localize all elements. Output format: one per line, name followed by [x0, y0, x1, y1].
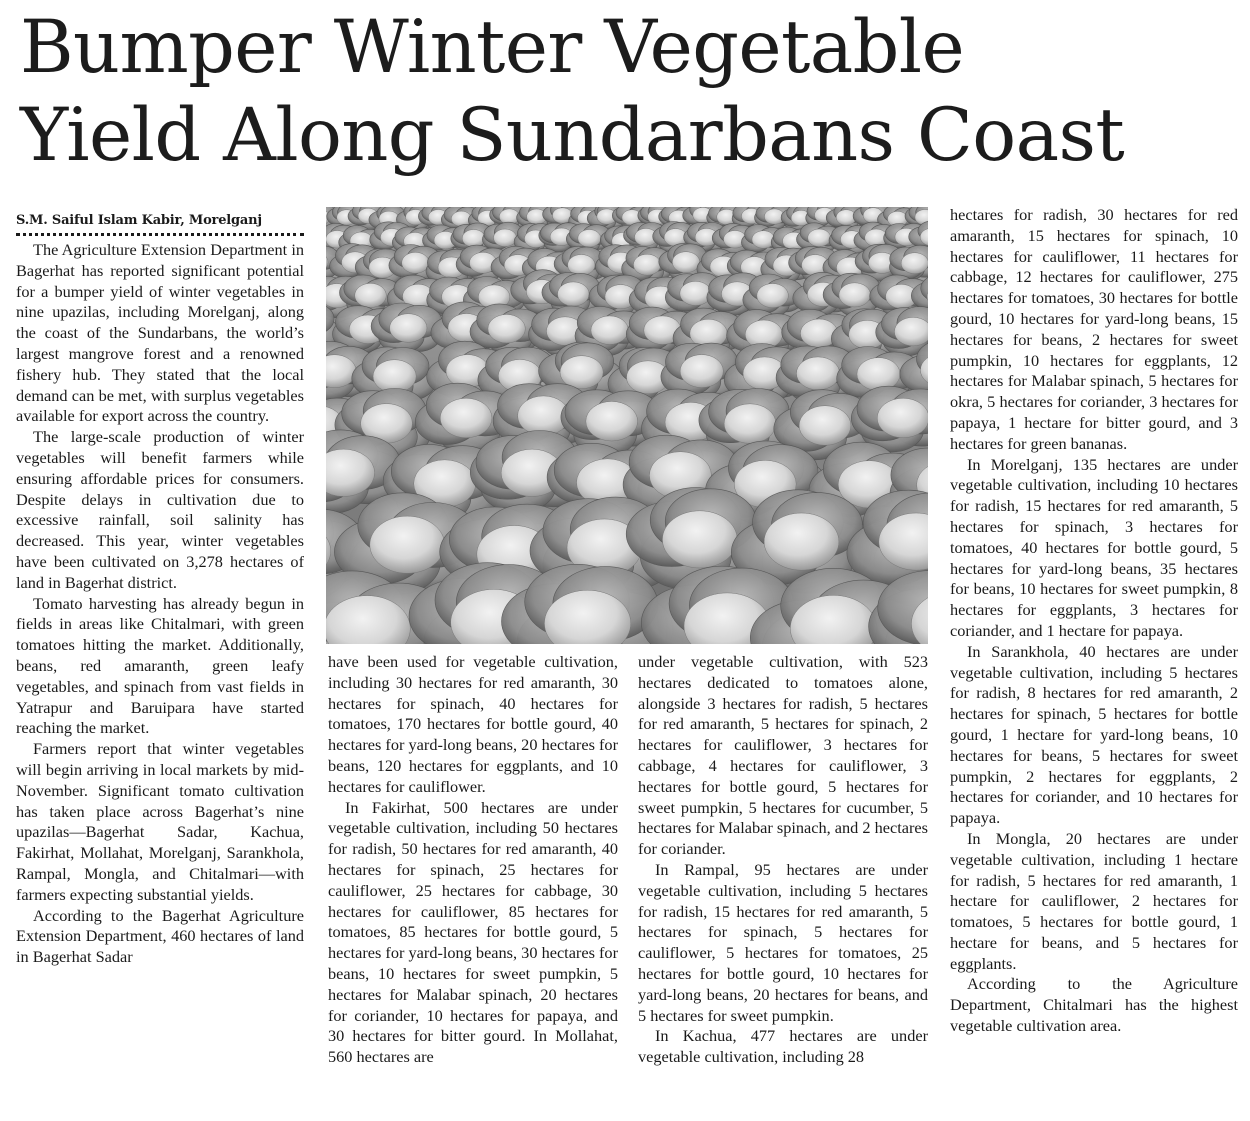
paragraph: In Morelganj, 135 hectares are under vegetable cultivation, including 10 hectares for radish, 15 hectares for red amaranth, 5 hectares for spinach, 3 hectares for tomatoes, 40 hectares for bottle gourd, 5 hectares for yard-long beans, 35 hectares for beans, 10 hectares for sweet pumpkin, 8 hectares for eggplants, 3 hectares for coriander, and 1 hectare for papaya. — [950, 454, 1238, 640]
headline-line-1: Bumper Winter Vegetable — [20, 5, 965, 90]
byline: S.M. Saiful Islam Kabir, Morelganj — [16, 212, 304, 236]
paragraph: Farmers report that winter vegetables will begin arriving in local markets by mid-November. Significant tomato cultivation has taken place across Bagerhat’s nine upazilas—Bagerhat Sadar, Kachua, Fakirhat, Mollahat, Morelganj, Sarankhola, Rampal, Mongla, and Chitalmari—with farmers expecting substantial yields. — [16, 739, 304, 904]
paragraph: The Agriculture Extension Department in Bagerhat has reported significant potential for a bumper yield of winter vegetables in nine upazilas, including Morelganj, along the coast of the Sundarbans, the world’s largest mangrove forest and a renowned fishery hub. They stated that the local demand can be met, with surplus vegetables available for export across the country. — [16, 240, 304, 426]
article-column-2 — [328, 652, 618, 1110]
paragraph: According to the Bagerhat Agriculture Extension Department, 460 hectares of land in Bagerhat Sadar — [16, 905, 304, 967]
paragraph: hectares for radish, 30 hectares for red amaranth, 15 hectares for spinach, 10 hectares for cauliflower, 11 hectares for cabbage, 12 hectares for cauliflower, 275 hectares for tomatoes, 30 hectares for bottle gourd, 10 hectares for yard-long beans, 15 hectares for beans, 2 hectares for sweet pumpkin, 10 hectares for eggplants, 12 hectares for Malabar spinach, 5 hectares for okra, 5 hectares for coriander, 3 hectares for papaya, 1 hectare for bitter gourd, and 3 hectares for green bananas. — [950, 205, 1238, 453]
paragraph: The large-scale production of winter vegetables will benefit farmers while ensuring affordable prices for consumers. Despite delays in cultivation due to excessive rainfall, soil salinity has decreased. This year, winter vegetables have been cultivated on 3,278 hectares of land in Bagerhat district. — [16, 427, 304, 592]
paragraph: In Rampal, 95 hectares are under vegetable cultivation, including 5 hectares for radish, 15 hectares for red amaranth, 5 hectares for spinach, 5 hectares for cauliflower, 5 hectares for tomatoes, 25 hectares for bottle gourd, 10 hectares for yard-long beans, 20 hectares for beans, and 5 hectares for sweet pumpkin. — [638, 859, 928, 1025]
paragraph: have been used for vegetable cultivation, including 30 hectares for red amaranth, 30 hectares for spinach, 40 hectares for tomatoes, 170 hectares for bottle gourd, 40 hectares for yard-long beans, 20 hectares for beans, 120 hectares for eggplants, and 10 hectares for cauliflower. — [328, 652, 618, 796]
article-column-4 — [950, 205, 1238, 1110]
paragraph: In Sarankhola, 40 hectares are under vegetable cultivation, including 5 hectares for radish, 8 hectares for red amaranth, 2 hectares for spinach, 5 hectares for bottle gourd, 1 hectare for yard-long beans, 10 hectares for beans, 5 hectares for sweet pumpkin, 2 hectares for eggplants, 2 hectares for coriander, and 10 hectares for papaya. — [950, 641, 1238, 828]
headline-line-2: Yield Along Sundarbans Coast — [20, 93, 1125, 178]
paragraph: In Mongla, 20 hectares are under vegetable cultivation, including 1 hectare for radish, 5 hectares for red amaranth, 1 hectare for cauliflower, 2 hectares for tomatoes, 5 hectares for bottle gourd, 1 hectare for beans, and 5 hectares for eggplants. — [950, 828, 1238, 973]
article-column-3 — [638, 652, 928, 1110]
paragraph: According to the Agriculture Department, Chitalmari has the highest vegetable cultivation area. — [950, 974, 1238, 1036]
cabbage-field-photo — [326, 207, 928, 644]
headline — [20, 4, 1245, 180]
paragraph: Tomato harvesting has already begun in fields in areas like Chitalmari, with green tomatoes hitting the market. Additionally, beans, red amaranth, green leafy vegetables, and spinach from vast fields in Yatrapur and Baruipara have started reaching the market. — [16, 593, 304, 738]
paragraph: In Kachua, 477 hectares are under vegetable cultivation, including 28 — [638, 1026, 928, 1067]
paragraph: under vegetable cultivation, with 523 hectares dedicated to tomatoes alone, alongside 3 hectares for radish, 5 hectares for red amaranth, 5 hectares for spinach, 2 hectares for cauliflower, 3 hectares for cabbage, 4 hectares for cauliflower, 3 hectares for bottle gourd, 5 hectares for sweet pumpkin, 5 hectares for cucumber, 5 hectares for Malabar spinach, and 2 hectares for coriander. — [638, 652, 928, 859]
article-column-1 — [16, 240, 304, 1110]
cabbage-field-image — [326, 207, 928, 644]
paragraph: In Fakirhat, 500 hectares are under vegetable cultivation, including 50 hectares for radish, 50 hectares for red amaranth, 40 hectares for spinach, 25 hectares for cauliflower, 25 hectares for cabbage, 30 hectares for cauliflower, 85 hectares for tomatoes, 85 hectares for bottle gourd, 5 hectares for yard-long beans, 30 hectares for beans, 10 hectares for sweet pumpkin, 5 hectares for Malabar spinach, 20 hectares for coriander, 10 hectares for papaya, and 30 hectares for bitter gourd. In Mollahat, 560 hectares are — [328, 797, 618, 1067]
